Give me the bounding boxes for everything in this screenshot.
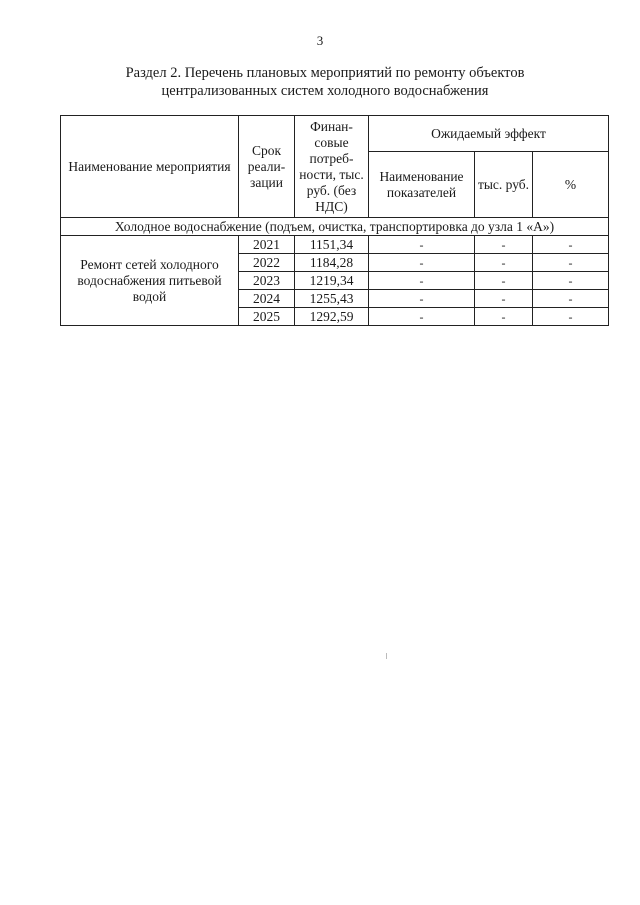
page-number: 3 xyxy=(316,33,324,48)
year-cell: 2023 xyxy=(239,272,295,290)
header-activity-name: Наименование мероприятия xyxy=(61,116,239,218)
section-title xyxy=(60,64,590,100)
rub-cell: - xyxy=(475,254,533,272)
amount-cell: 1292,59 xyxy=(295,308,369,326)
rub-cell: - xyxy=(475,290,533,308)
rub-cell: - xyxy=(475,308,533,326)
header-financing: Финан-совые потреб-ности, тыс. руб. (без НДС) xyxy=(295,116,369,218)
amount-cell: 1151,34 xyxy=(295,236,369,254)
year-cell: 2022 xyxy=(239,254,295,272)
header-term: Срок реали-зации xyxy=(239,116,295,218)
scan-artifact xyxy=(386,653,387,659)
percent-cell: - xyxy=(533,290,609,308)
percent-cell: - xyxy=(533,272,609,290)
percent-cell: - xyxy=(533,236,609,254)
group-row xyxy=(61,218,609,236)
percent-cell: - xyxy=(533,254,609,272)
table-header-row xyxy=(61,116,609,152)
rub-cell: - xyxy=(475,272,533,290)
header-thousand-rub: тыс. руб. xyxy=(475,152,533,218)
section-title-line-2: централизованных систем холодного водоснабжения xyxy=(161,83,489,99)
table-row xyxy=(61,236,609,254)
indicator-cell: - xyxy=(369,272,475,290)
activities-table xyxy=(60,115,609,326)
percent-cell: - xyxy=(533,308,609,326)
indicator-cell: - xyxy=(369,236,475,254)
year-cell: 2021 xyxy=(239,236,295,254)
activity-name: Ремонт сетей холодного водоснабжения питьевой водой xyxy=(61,236,239,326)
amount-cell: 1255,43 xyxy=(295,290,369,308)
amount-cell: 1219,34 xyxy=(295,272,369,290)
indicator-cell: - xyxy=(369,254,475,272)
header-expected-effect: Ожидаемый эффект xyxy=(369,116,609,152)
group-title: Холодное водоснабжение (подъем, очистка, транспортировка до узла 1 «А») xyxy=(61,218,609,236)
year-cell: 2024 xyxy=(239,290,295,308)
amount-cell: 1184,28 xyxy=(295,254,369,272)
header-percent: % xyxy=(533,152,609,218)
year-cell: 2025 xyxy=(239,308,295,326)
indicator-cell: - xyxy=(369,308,475,326)
header-indicator-name: Наименование показателей xyxy=(369,152,475,218)
section-title-line-1: Раздел 2. Перечень плановых мероприятий по ремонту объектов xyxy=(125,65,525,81)
rub-cell: - xyxy=(475,236,533,254)
indicator-cell: - xyxy=(369,290,475,308)
